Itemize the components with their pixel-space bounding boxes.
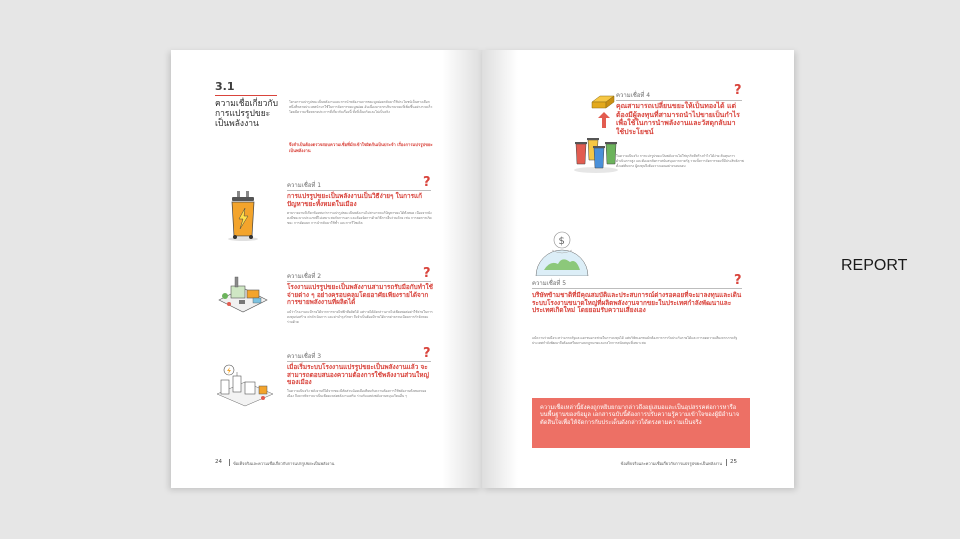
footer-divider — [726, 459, 727, 466]
gutter-shadow-right — [482, 50, 518, 488]
footer-title-right: ข้อเท็จจริงและความเชื่อเกี่ยวกับการแปรรูปขยะเป็นพลังงาน — [620, 461, 722, 466]
waste-plant-icon — [215, 274, 271, 318]
section-title-line-3: เป็นพลังงาน — [215, 119, 259, 129]
myth-3-headline: เมื่อเริ่มระบบโรงงานแปรรูปขยะเป็นพลังงานแล้ว จะสามารถตอบสนองความต้องการใช้พลังงานส่วนใหญ่ของเมือง — [287, 363, 429, 387]
myth-5-rule — [532, 288, 742, 289]
city-energy-icon — [215, 364, 275, 412]
myth-5-label: ความเชื่อที่ 5 — [532, 280, 567, 287]
myth-2-body: แม้ว่าโรงงานจะมีรายได้จากการขายไฟฟ้าที่ผลิตได้ แต่รายได้ดังกล่าวอาจไม่เพียงพอต่อค่าใช้จ่ายในการลงทุนก่อสร้าง ค่าดำเนินการ และค่าบำรุงรักษา จึงจำเป็นต้องมีรายได้จากค่าธรรมเนียมการกำจัดขยะร่วมด้วย — [287, 310, 433, 325]
summary-callout: ความเชื่อเหล่านี้ยังคงถูกหยิบยกมากล่าวถึงอยู่เสมอและเป็นอุปสรรคต่อการหารือบนพื้นฐานของข้อมูล เอกสารฉบับนี้ต้องการปรับความรู้ความเข้าใจของผู้มีอำนาจตัดสินใจเพื่อให้จัดการกับประเด็นดังกล่าวได้ตรงตามความเป็นจริง — [532, 398, 750, 448]
up-arrow-icon — [598, 112, 610, 132]
section-rule — [215, 95, 277, 96]
myth-3-body: ในความเป็นจริง พลังงานที่ได้จากขยะมีสัดส่วนน้อยเมื่อเทียบกับความต้องการใช้พลังงานทั้งหมดของเมือง จึงควรพิจารณาเป็นเพียงแหล่งพลังงานเสริม ร่วมกับแหล่งพลังงานหมุนเวียนอื่น ๆ — [287, 389, 427, 399]
myth-3-label: ความเชื่อที่ 3 — [287, 353, 322, 360]
myth-5-body: แม้ความร่วมมือระหว่างภาครัฐและเอกชนอาจช่วยในการลงทุนได้ แต่บริษัทเอกชนมักต้องการการรับประกันรายได้และการลดความเสี่ยงจากภาครัฐ ประเทศกำลังพัฒนาจึงต้องเตรียมกรอบกฎหมายและกลไกการสนับสนุนที่เหมาะสม — [532, 336, 738, 346]
section-title-line-2: การแปรรูปขยะ — [215, 109, 271, 119]
section-title — [215, 99, 285, 129]
myth-4-headline: คุณสามารถเปลี่ยนขยะให้เป็นทองได้ แต่ต้องมีผู้ลงทุนที่สามารถนำไปขายเป็นกำไรเพื่อใช้ในการนำพลังงานและวัสดุกลับมาใช้ประโยชน์ — [616, 102, 740, 136]
gold-bar-icon — [588, 90, 618, 114]
myth-1-body: ตามรายงานที่เกี่ยวข้องพบว่าการแปรรูปขยะเป็นพลังงานไม่สามารถแก้ปัญหาขยะได้ทั้งหมด เนื่องจากยังคงมีขยะบางประเภทที่ไม่เหมาะสมกับการเผา และต้องจัดการด้วยวิธีการอื่นร่วมด้วย เช่น การลดการเกิดขยะ การคัดแยก การนำกลับมาใช้ซ้ำ และการรีไซเคิล — [287, 211, 432, 226]
globe-money-icon — [532, 230, 592, 280]
svg-text:$: $ — [558, 236, 565, 247]
myth-1-label: ความเชื่อที่ 1 — [287, 182, 322, 189]
report-label: REPORT — [841, 257, 908, 274]
trash-bin-energy-icon — [223, 190, 263, 246]
right-page — [482, 50, 794, 488]
section-number: 3.1 — [215, 80, 235, 93]
left-page — [171, 50, 482, 488]
question-mark-icon: ? — [423, 346, 431, 361]
myth-2-rule — [287, 281, 431, 282]
recycle-bins-icon — [572, 130, 620, 178]
question-mark-icon: ? — [734, 83, 742, 98]
question-mark-icon: ? — [423, 175, 431, 190]
section-title-line-1: ความเชื่อเกี่ยวกับ — [215, 99, 278, 109]
question-mark-icon: ? — [423, 266, 431, 281]
question-mark-icon: ? — [734, 273, 742, 288]
myth-2-headline: โรงงานแปรรูปขยะเป็นพลังงานสามารถรับมือกับทำใช้จ่ายต่าง ๆ อย่างครอบคลุมโดยอาศัยเพียงรายได้จากการขายพลังงานที่ผลิตได้ — [287, 283, 433, 307]
page-number-left: 24 — [215, 459, 222, 465]
myth-4-label: ความเชื่อที่ 4 — [616, 92, 651, 99]
myth-2-label: ความเชื่อที่ 2 — [287, 273, 322, 280]
intro-text: โครงการแปรรูปขยะเป็นพลังงานและการนำพลังงานจากขยะมูลฝอยกลับมาใช้ประโยชน์เป็นทางเลือกหนึ่งที่หลายประเทศนำมาใช้ในการจัดการขยะมูลฝอย อันเนื่องมาจากปริมาณขยะที่เพิ่มขึ้นอย่างรวดเร็ว โดยมีความเชื่อหลายประการที่เกี่ยวกับเรื่องนี้ ทั้งที่เป็นจริงและไม่เป็นจริง — [289, 100, 433, 115]
myth-1-headline: การแปรรูปขยะเป็นพลังงานเป็นวิธีง่ายๆ ในการแก้ปัญหาขยะทั้งหมดในเมือง — [287, 192, 423, 208]
intro-highlight: จึงจำเป็นต้องตรวจสอบความเชื่อที่มักเข้าใจผิดกันเป็นประจำ เรื่องการแปรรูปขยะเป็นพลังงาน — [289, 142, 433, 153]
myth-5-headline: บริษัทข้ามชาติที่มีคุณสมบัติและประสบการณ์ต่างรอคอยที่จะมาลงทุนและเดินระบบโรงงานขนาดใหญ่ที่ผลิตพลังงานจากขยะในประเทศกำลังพัฒนาและประเทศเกิดใหม่ โดยยอมรับความเสี่ยงเอง — [532, 291, 742, 315]
myth-4-body: ในความเป็นจริง การแปรรูปขยะเป็นพลังงานไม่ใช่ธุรกิจที่สร้างกำไรได้ง่าย ต้นทุนการดำเนินการสูง และต้องอาศัยการสนับสนุนจากภาครัฐ รวมทั้งการจัดการขยะที่มีประสิทธิภาพตั้งแต่ต้นทาง ผู้ลงทุนจึงต้องวางแผนอย่างรอบคอบ — [616, 154, 744, 169]
myth-4-rule — [616, 100, 742, 101]
page-number-right: 25 — [730, 459, 737, 465]
gutter-shadow-left — [442, 50, 482, 488]
footer-divider — [229, 459, 230, 466]
footer-title-left: ข้อเท็จจริงและความเชื่อเกี่ยวกับการแปรรูปขยะเป็นพลังงาน — [233, 461, 335, 466]
myth-3-rule — [287, 361, 431, 362]
myth-1-rule — [287, 190, 431, 191]
